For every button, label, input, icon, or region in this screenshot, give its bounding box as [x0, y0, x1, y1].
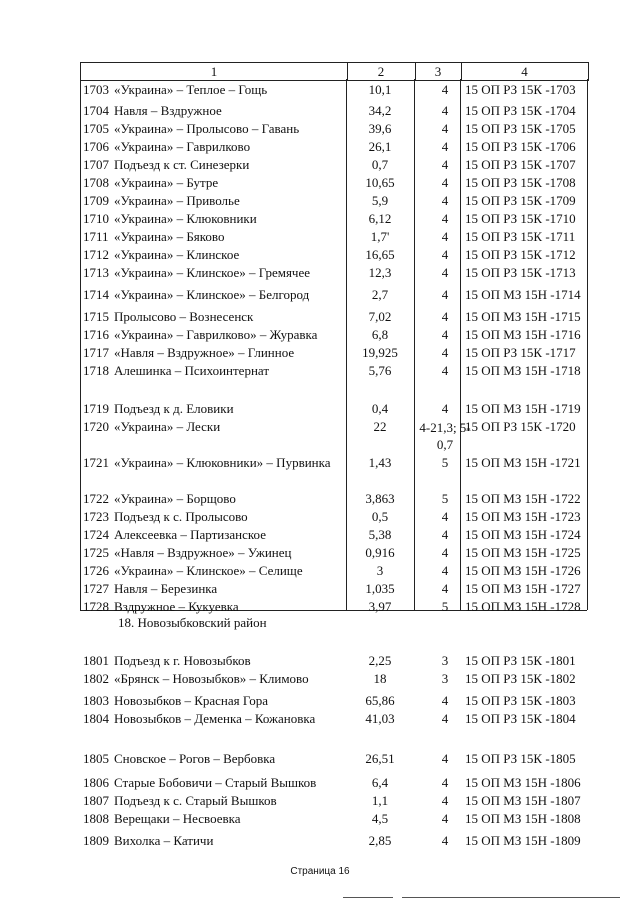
- road-length: 1,1: [371, 793, 389, 808]
- road-name: «Украина» – Клинское: [114, 247, 240, 262]
- row-number: 1707: [83, 157, 109, 172]
- row-number: 1718: [83, 363, 109, 378]
- road-code: 15 ОП РЗ 15К -1708: [465, 175, 576, 190]
- row-number: 1705: [83, 121, 109, 136]
- row-number: 1716: [83, 327, 109, 342]
- road-category: 4: [441, 401, 449, 416]
- row-number: 1710: [83, 211, 109, 226]
- road-name: Пролысово – Вознесенск: [114, 309, 254, 324]
- row-number: 1804: [83, 711, 109, 726]
- road-length: 3,863: [365, 491, 395, 506]
- road-code: 15 ОП МЗ 15Н -1721: [465, 455, 581, 470]
- road-code: 15 ОП МЗ 15Н -1727: [465, 581, 581, 596]
- road-code: 15 ОП РЗ 15К -1803: [465, 693, 576, 708]
- road-name: «Украина» – Клюковники» – Пурвинка: [114, 455, 331, 470]
- road-length: 22: [373, 419, 387, 434]
- road-name: Вихолка – Катичи: [114, 833, 214, 848]
- row-number: 1717: [83, 345, 109, 360]
- road-name: «Украина» – Клинское» – Селище: [114, 563, 303, 578]
- road-length: 3,97: [368, 599, 392, 614]
- row-number: 1809: [83, 833, 109, 848]
- road-code: 15 ОП РЗ 15К -1804: [465, 711, 576, 726]
- road-name: «Украина» – Клинское» – Белгород: [114, 287, 310, 302]
- road-code: 15 ОП МЗ 15Н -1728: [465, 599, 581, 614]
- table-right-border: [587, 79, 588, 610]
- road-category: 4: [441, 193, 449, 208]
- road-code: 15 ОП РЗ 15К -1801: [465, 653, 576, 668]
- road-length: 7,02: [368, 309, 392, 324]
- road-code: 15 ОП МЗ 15Н -1806: [465, 775, 581, 790]
- road-length: 41,03: [365, 711, 395, 726]
- row-number: 1807: [83, 793, 109, 808]
- road-category: 4: [441, 833, 449, 848]
- row-number: 1808: [83, 811, 109, 826]
- road-name: «Навля – Вздружное» – Глинное: [114, 345, 295, 360]
- road-length: 39,6: [368, 121, 392, 136]
- road-name: «Украина» – Теплое – Гощь: [114, 82, 268, 97]
- row-number: 1711: [83, 229, 109, 244]
- road-category: 4: [441, 211, 449, 226]
- road-category: 4: [441, 247, 449, 262]
- road-name: Подъезд к с. Старый Вышков: [114, 793, 277, 808]
- section-title: 18. Новозыбковский район: [118, 615, 267, 630]
- road-name: «Украина» – Клюковники: [114, 211, 257, 226]
- road-category: 4: [441, 509, 449, 524]
- road-category: 5: [441, 491, 449, 506]
- road-name: Навля – Березинка: [114, 581, 218, 596]
- road-length: 18: [373, 671, 387, 686]
- road-name: «Украина» – Лески: [114, 419, 221, 434]
- road-code: 15 ОП РЗ 15К -1705: [465, 121, 576, 136]
- road-length: 6,8: [371, 327, 389, 342]
- road-name: «Украина» – Гаврилково: [114, 139, 251, 154]
- road-code: 15 ОП МЗ 15Н -1715: [465, 309, 581, 324]
- table-left-border: [80, 79, 81, 610]
- road-name: «Украина» – Борщово: [114, 491, 236, 506]
- road-code: 15 ОП МЗ 15Н -1808: [465, 811, 581, 826]
- road-name: «Украина» – Клинское» – Гремячее: [114, 265, 311, 280]
- road-name: Подъезд к с. Пролысово: [114, 509, 248, 524]
- row-number: 1720: [83, 419, 109, 434]
- road-category: 4: [441, 811, 449, 826]
- road-name: Алешинка – Психоинтернат: [114, 363, 270, 378]
- road-length: 16,65: [365, 247, 395, 262]
- road-category: 4: [441, 229, 449, 244]
- road-code: 15 ОП РЗ 15К -1711: [465, 229, 576, 244]
- road-code: 15 ОП МЗ 15Н -1718: [465, 363, 581, 378]
- road-name: Сновское – Рогов – Вербовка: [114, 751, 276, 766]
- road-length: 3: [376, 563, 384, 578]
- road-length: 5,38: [368, 527, 392, 542]
- road-category: 4: [441, 581, 449, 596]
- road-length: 2,25: [368, 653, 392, 668]
- row-number: 1802: [83, 671, 109, 686]
- footer-rule: [402, 897, 620, 898]
- road-code: 15 ОП РЗ 15К -1709: [465, 193, 576, 208]
- road-name: Подъезд к ст. Синезерки: [114, 157, 250, 172]
- road-code: 15 ОП РЗ 15К -1706: [465, 139, 576, 154]
- road-length: 26,51: [365, 751, 395, 766]
- road-category: 4: [441, 345, 449, 360]
- road-code: 15 ОП РЗ 15К -1704: [465, 103, 576, 118]
- row-number: 1803: [83, 693, 109, 708]
- road-category: 4: [441, 103, 449, 118]
- row-number: 1703: [83, 82, 109, 97]
- road-name: «Украина» – Бяково: [114, 229, 225, 244]
- row-number: 1708: [83, 175, 109, 190]
- road-length: 0,4: [371, 401, 389, 416]
- road-code: 15 ОП МЗ 15Н -1716: [465, 327, 581, 342]
- road-code: 15 ОП РЗ 15К -1710: [465, 211, 576, 226]
- road-category: 5: [441, 455, 449, 470]
- row-number: 1727: [83, 581, 109, 596]
- row-number: 1704: [83, 103, 109, 118]
- row-number: 1706: [83, 139, 109, 154]
- row-number: 1713: [83, 265, 109, 280]
- road-category: 4: [441, 309, 449, 324]
- road-category: 4: [441, 175, 449, 190]
- road-length: 1,035: [365, 581, 395, 596]
- road-category: 4-21,3; 5-0,7: [419, 420, 471, 452]
- road-category: 4: [441, 711, 449, 726]
- road-length: 12,3: [368, 265, 392, 280]
- row-number: 1801: [83, 653, 109, 668]
- road-name: Новозыбков – Деменка – Кожановка: [114, 711, 316, 726]
- road-name: Старые Бобовичи – Старый Вышков: [114, 775, 317, 790]
- road-name: Новозыбков – Красная Гора: [114, 693, 269, 708]
- road-category: 4: [441, 82, 449, 97]
- road-category: 4: [441, 363, 449, 378]
- row-number: 1712: [83, 247, 109, 262]
- road-code: 15 ОП МЗ 15Н -1722: [465, 491, 581, 506]
- header-col-2: 2: [377, 64, 385, 79]
- road-code: 15 ОП РЗ 15К -1802: [465, 671, 576, 686]
- footer-rule: [343, 897, 393, 898]
- header-col-3: 3: [434, 64, 442, 79]
- road-category: 4: [441, 121, 449, 136]
- road-category: 4: [441, 527, 449, 542]
- road-name: Подъезд к г. Новозыбков: [114, 653, 251, 668]
- row-number: 1722: [83, 491, 109, 506]
- road-code: 15 ОП МЗ 15Н -1725: [465, 545, 581, 560]
- page-footer: Страница 16: [290, 866, 350, 877]
- road-code: 15 ОП МЗ 15Н -1809: [465, 833, 581, 848]
- row-number: 1726: [83, 563, 109, 578]
- road-length: 2,7: [371, 287, 389, 302]
- row-number: 1709: [83, 193, 109, 208]
- road-code: 15 ОП МЗ 15Н -1714: [465, 287, 581, 302]
- road-name: «Украина» – Бутре: [114, 175, 219, 190]
- road-code: 15 ОП РЗ 15К -1713: [465, 265, 576, 280]
- road-code: 15 ОП МЗ 15Н -1719: [465, 401, 581, 416]
- road-code: 15 ОП РЗ 15К -1712: [465, 247, 576, 262]
- row-number: 1728: [83, 599, 109, 614]
- road-length: 1,7': [370, 229, 390, 244]
- road-category: 4: [441, 693, 449, 708]
- road-name: Верещаки – Несвоевка: [114, 811, 241, 826]
- road-code: 15 ОП РЗ 15К -1717: [465, 345, 576, 360]
- road-category: 4: [441, 265, 449, 280]
- road-code: 15 ОП МЗ 15Н -1724: [465, 527, 581, 542]
- road-name: Алексеевка – Партизанское: [114, 527, 266, 542]
- road-category: 4: [441, 327, 449, 342]
- road-length: 0,916: [365, 545, 395, 560]
- road-category: 5: [441, 599, 449, 614]
- road-length: 5,9: [371, 193, 389, 208]
- road-length: 4,5: [371, 811, 389, 826]
- road-category: 3: [441, 653, 449, 668]
- road-category: 4: [441, 775, 449, 790]
- road-name: Навля – Вздружное: [114, 103, 222, 118]
- road-code: 15 ОП МЗ 15Н -1807: [465, 793, 581, 808]
- road-name: «Украина» – Пролысово – Гавань: [114, 121, 300, 136]
- header-col-1: 1: [210, 64, 218, 79]
- road-length: 26,1: [368, 139, 392, 154]
- road-code: 15 ОП РЗ 15К -1707: [465, 157, 576, 172]
- road-category: 4: [441, 563, 449, 578]
- road-length: 5,76: [368, 363, 392, 378]
- road-code: 15 ОП РЗ 15К -1805: [465, 751, 576, 766]
- row-number: 1721: [83, 455, 109, 470]
- road-name: «Брянск – Новозыбков» – Климово: [114, 671, 309, 686]
- road-length: 34,2: [368, 103, 392, 118]
- road-name: Вздружное – Кукуевка: [114, 599, 239, 614]
- road-category: 3: [441, 671, 449, 686]
- road-code: 15 ОП МЗ 15Н -1723: [465, 509, 581, 524]
- road-code: 15 ОП РЗ 15К -1703: [465, 82, 576, 97]
- header-col-4: 4: [521, 64, 528, 79]
- road-length: 2,85: [368, 833, 392, 848]
- road-length: 19,925: [362, 345, 398, 360]
- road-category: 4: [441, 545, 449, 560]
- road-code: 15 ОП РЗ 15К -1720: [465, 419, 576, 434]
- road-name: «Навля – Вздружное» – Ужинец: [114, 545, 292, 560]
- road-category: 4: [441, 139, 449, 154]
- table-header: [80, 62, 589, 81]
- row-number: 1805: [83, 751, 109, 766]
- row-number: 1715: [83, 309, 109, 324]
- road-length: 65,86: [365, 693, 395, 708]
- road-name: «Украина» – Приволье: [114, 193, 240, 208]
- road-length: 10,65: [365, 175, 395, 190]
- road-category: 4: [441, 157, 449, 172]
- road-length: 10,1: [368, 82, 392, 97]
- row-number: 1723: [83, 509, 109, 524]
- road-length: 0,5: [371, 509, 389, 524]
- road-length: 0,7: [371, 157, 389, 172]
- row-number: 1714: [83, 287, 109, 302]
- row-number: 1719: [83, 401, 109, 416]
- row-number: 1724: [83, 527, 109, 542]
- road-name: Подъезд к д. Еловики: [114, 401, 234, 416]
- road-length: 1,43: [368, 455, 392, 470]
- road-category: 4: [441, 793, 449, 808]
- row-number: 1806: [83, 775, 109, 790]
- road-category: 4: [441, 287, 449, 302]
- road-length: 6,4: [371, 775, 389, 790]
- row-number: 1725: [83, 545, 109, 560]
- road-code: 15 ОП МЗ 15Н -1726: [465, 563, 581, 578]
- road-length: 6,12: [368, 211, 392, 226]
- road-name: «Украина» – Гаврилково» – Журавка: [114, 327, 318, 342]
- road-category: 4: [441, 751, 449, 766]
